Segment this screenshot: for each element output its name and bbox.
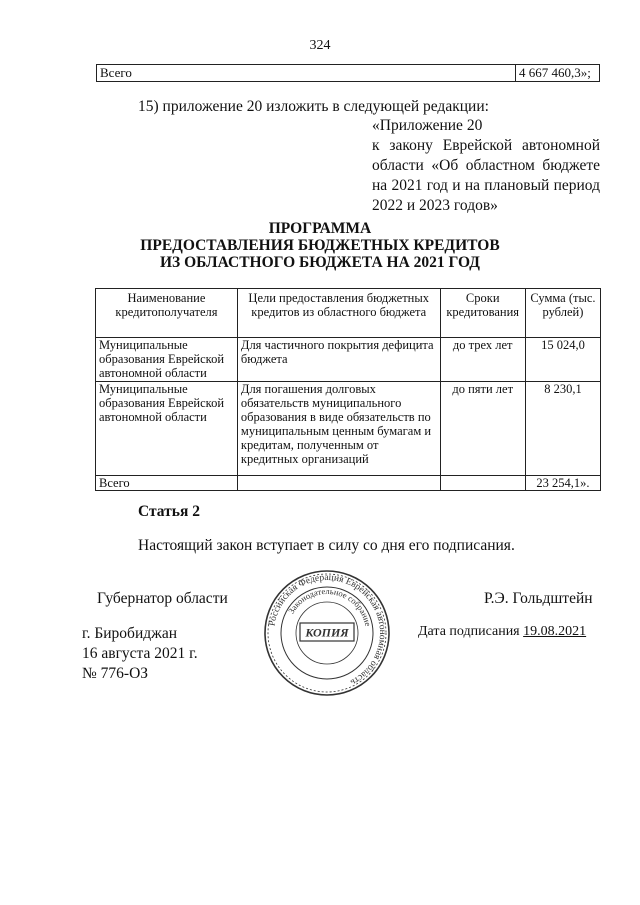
cell-term: до пяти лет [440, 382, 525, 476]
cell-amount: 8 230,1 [525, 382, 600, 476]
document-title [0, 220, 640, 271]
total-value: 4 667 460,3»; [516, 65, 600, 82]
appendix-line-5: 2022 и 2023 годов» [372, 197, 498, 214]
total-label: Всего [97, 65, 516, 82]
cell-empty [237, 476, 440, 491]
cell-recipient: Муниципальные образования Еврейской автономной области [96, 338, 238, 382]
header-amount: Сумма (тыс. рублей) [525, 289, 600, 338]
cell-term: до трех лет [440, 338, 525, 382]
credit-program-table [95, 288, 601, 491]
governor-name: Р.Э. Гольдштейн [484, 590, 593, 607]
header-term: Сроки кредитования [440, 289, 525, 338]
header-recipient: Наименование кредитополучателя [96, 289, 238, 338]
appendix-line-1: «Приложение 20 [372, 117, 483, 134]
header-purpose: Цели предоставления бюджетных кредитов из областного бюджета [237, 289, 440, 338]
appendix-header [372, 116, 600, 216]
cell-recipient: Муниципальные образования Еврейской автономной области [96, 382, 238, 476]
cell-purpose: Для частичного покрытия дефицита бюджета [237, 338, 440, 382]
table-total-row [96, 476, 601, 491]
title-line-1: ПРОГРАММА [268, 220, 372, 237]
law-date: 16 августа 2021 г. [82, 645, 198, 662]
article-heading: Статья 2 [138, 503, 200, 520]
cell-purpose: Для погашения долговых обязательств муниципального образования в виде обязательств по муниципальным ценным бумагам и кредитам, полученным от кредитных организаций [237, 382, 440, 476]
title-line-2: ПРЕДОСТАВЛЕНИЯ БЮДЖЕТНЫХ КРЕДИТОВ [140, 237, 500, 254]
cell-total-value: 23 254,1». [525, 476, 600, 491]
table-row [96, 382, 601, 476]
law-effective-text: Настоящий закон вступает в силу со дня его подписания. [138, 537, 515, 554]
city: г. Биробиджан [82, 625, 178, 642]
cell-total-label: Всего [96, 476, 238, 491]
title-line-3: ИЗ ОБЛАСТНОГО БЮДЖЕТА НА 2021 ГОД [160, 254, 480, 271]
previous-table-total [96, 64, 600, 82]
appendix-line-3: области «Об областном бюджете [372, 157, 600, 174]
signing-date-value: 19.08.2021 [523, 624, 587, 639]
signing-date [418, 624, 586, 640]
seal-center-text: КОПИЯ [305, 625, 349, 640]
cell-amount: 15 024,0 [525, 338, 600, 382]
governor-label: Губернатор области [97, 590, 228, 607]
law-number: № 776-ОЗ [82, 665, 149, 682]
seal-inner-text: Законодательное собрание [285, 585, 374, 627]
page-number: 324 [309, 38, 331, 53]
appendix-line-4: на 2021 год и на плановый период [372, 177, 600, 194]
table-row [97, 65, 600, 82]
table-row [96, 338, 601, 382]
appendix-line-2: к закону Еврейской автономной [372, 137, 600, 154]
table-header-row [96, 289, 601, 338]
cell-empty [440, 476, 525, 491]
official-seal-stamp [262, 568, 392, 698]
signing-date-label: Дата подписания [418, 624, 520, 639]
amendment-intro: 15) приложение 20 изложить в следующей редакции: [138, 98, 489, 115]
seal-outer-text: Российская Федерация Еврейская автономная область [267, 572, 388, 688]
signing-place-block [82, 624, 198, 684]
